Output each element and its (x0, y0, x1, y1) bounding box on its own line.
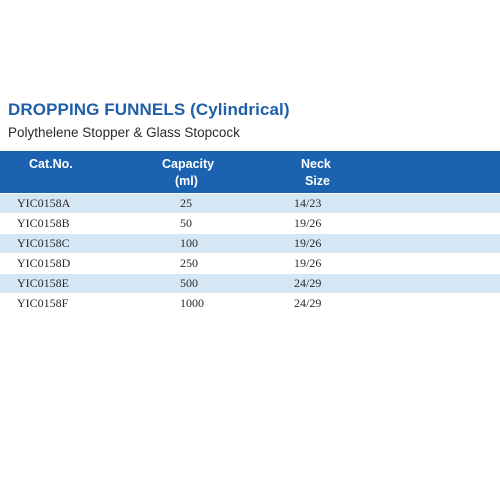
cell-neck-size: 14/23 (294, 196, 322, 210)
header-capacity-unit: (ml) (175, 174, 198, 188)
header-capacity: Capacity (162, 157, 215, 171)
table-row (0, 274, 500, 294)
cell-cat-no: YIC0158A (17, 196, 71, 210)
cell-capacity: 100 (180, 236, 198, 250)
header-neck: Neck (301, 157, 331, 171)
page-title: DROPPING FUNNELS (Cylindrical) (8, 100, 290, 119)
cell-capacity: 25 (180, 196, 192, 210)
table-row (0, 234, 500, 254)
cell-cat-no: YIC0158B (17, 216, 70, 230)
cell-neck-size: 19/26 (294, 256, 322, 270)
cell-neck-size: 24/29 (294, 276, 322, 290)
cell-cat-no: YIC0158C (17, 236, 70, 250)
table-header (0, 151, 500, 193)
cell-capacity: 250 (180, 256, 198, 270)
cell-neck-size: 19/26 (294, 216, 322, 230)
cell-cat-no: YIC0158D (17, 256, 71, 270)
cell-neck-size: 24/29 (294, 296, 322, 310)
cell-cat-no: YIC0158E (17, 276, 69, 290)
table-row (0, 254, 500, 274)
cell-capacity: 1000 (180, 296, 204, 310)
table-row (0, 194, 500, 214)
cell-neck-size: 19/26 (294, 236, 322, 250)
header-cat-no: Cat.No. (29, 157, 73, 171)
table-body (0, 194, 500, 314)
header-neck-size: Size (305, 174, 331, 188)
cell-cat-no: YIC0158F (17, 296, 69, 310)
page-subtitle: Polythelene Stopper & Glass Stopcock (8, 125, 240, 140)
table-row (0, 294, 500, 314)
table-row (0, 214, 500, 234)
cell-capacity: 50 (180, 216, 192, 230)
cell-capacity: 500 (180, 276, 198, 290)
